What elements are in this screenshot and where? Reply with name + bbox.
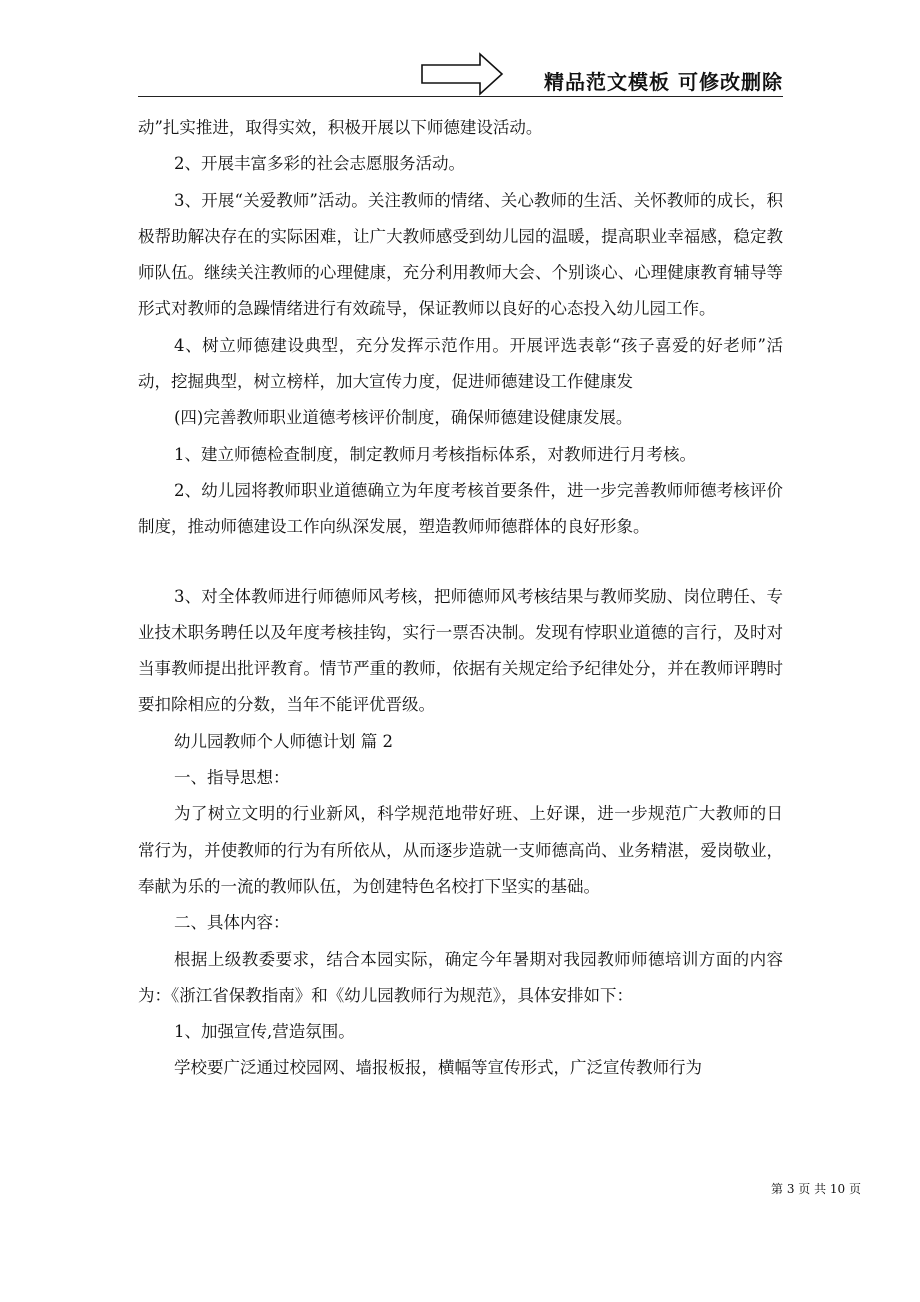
right-arrow-icon <box>420 52 504 100</box>
article-title: 幼儿园教师个人师德计划 篇 2 <box>174 731 393 751</box>
paragraph: 学校要广泛通过校园网、墙报板报，横幅等宣传形式，广泛宣传教师行为 <box>174 1058 702 1078</box>
header-rule <box>138 96 783 97</box>
paragraph: 1、建立师德检查制度，制定教师月考核指标体系，对教师进行月考核。 <box>174 444 696 464</box>
document-body <box>138 110 783 1087</box>
paragraph: 1、加强宣传,营造氛围。 <box>174 1022 355 1042</box>
section-heading: 二、具体内容： <box>174 913 290 933</box>
paragraph: 2、开展丰富多彩的社会志愿服务活动。 <box>174 154 465 174</box>
paragraph: 为了树立文明的行业新风，科学规范地带好班、上好课，进一步规范广大教师的日常行为，并使教师的行为有所依从，从而逐步造就一支师德高尚、业务精湛，爱岗敬业，奉献为乐的一流的教师队伍，为创建特色名校打下坚实的基础。 <box>138 804 783 896</box>
page-header <box>138 50 783 98</box>
section-heading: (四)完善教师职业道德考核评价制度，确保师德建设健康发展。 <box>174 408 633 428</box>
paragraph: 4、树立师德建设典型，充分发挥示范作用。开展评选表彰“孩子喜爱的好老师”活动，挖掘典型，树立榜样，加大宣传力度，促进师德建设工作健康发 <box>138 335 783 392</box>
section-heading: 一、指导思想： <box>174 768 290 788</box>
paragraph: 3、开展“关爱教师”活动。关注教师的情绪、关心教师的生活、关怀教师的成长，积极帮助解决存在的实际困难，让广大教师感受到幼儿园的温暖，提高职业幸福感，稳定教师队伍。继续关注教师的心理健康，充分利用教师大会、个别谈心、心理健康教育辅导等形式对教师的急躁情绪进行有效疏导，保证教师以良好的心态投入幼儿园工作。 <box>138 190 783 319</box>
page-number: 第 3 页 共 10 页 <box>771 1182 861 1196</box>
paragraph: 动”扎实推进，取得实效，积极开展以下师德建设活动。 <box>138 118 543 137</box>
paragraph: 2、幼儿园将教师职业道德确立为年度考核首要条件，进一步完善教师师德考核评价制度，推动师德建设工作向纵深发展，塑造教师师德群体的良好形象。 <box>138 480 783 537</box>
paragraph: 根据上级教委要求，结合本园实际，确定今年暑期对我园教师师德培训方面的内容为：《浙江省保教指南》和《幼儿园教师行为规范》，具体安排如下： <box>138 949 783 1005</box>
header-title: 精品范文模板 可修改删除 <box>544 70 783 94</box>
paragraph: 3、对全体教师进行师德师风考核，把师德师风考核结果与教师奖励、岗位聘任、专业技术职务聘任以及年度考核挂钩，实行一票否决制。发现有悖职业道德的言行，及时对当事教师提出批评教育。情节严重的教师，依据有关规定给予纪律处分，并在教师评聘时要扣除相应的分数，当年不能评优晋级。 <box>138 586 783 715</box>
